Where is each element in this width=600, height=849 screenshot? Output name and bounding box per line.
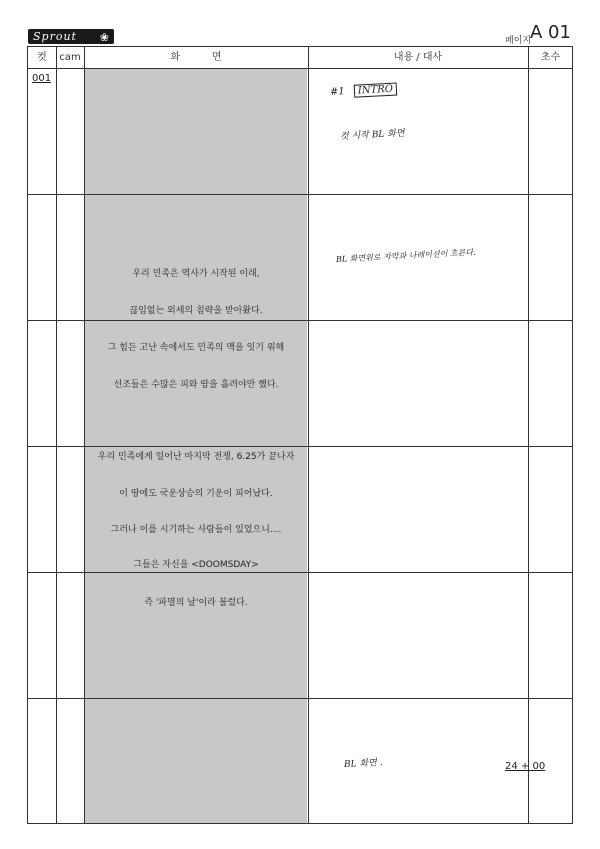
storyboard-sheet <box>27 46 573 824</box>
header-cam: cam <box>59 52 81 63</box>
header-screen: 화 면 <box>170 52 222 63</box>
header-divider <box>28 68 572 69</box>
header-cut: 컷 <box>37 52 47 63</box>
row-divider <box>28 194 572 195</box>
total-seconds: 24 + 00 <box>505 761 546 772</box>
row-divider <box>28 698 572 699</box>
narration-line: 우리 민족은 역사가 시작된 이래, <box>132 269 260 279</box>
logo-text: Sprout <box>33 30 77 43</box>
page-label: 페이지 <box>505 36 532 46</box>
narration-line: 그러나 이를 시기하는 사람들이 있었으니.... <box>110 525 282 535</box>
intro-box: INTRO <box>354 82 398 97</box>
header-content: 내용 / 대사 <box>393 52 443 63</box>
narration-line: 끊임없는 외세의 침략을 받아왔다. <box>129 306 263 316</box>
col-divider <box>84 47 85 823</box>
narration-line: 이 땅에도 국운상승의 기운이 피어났다. <box>119 489 273 499</box>
row-divider <box>28 446 572 447</box>
page-number: A 01 <box>530 22 571 43</box>
cut-number: 001 <box>32 73 52 84</box>
row-divider <box>28 572 572 573</box>
narration-line: 우리 민족에게 일어난 마지막 전쟁, 6.25가 끝나자 <box>97 452 295 462</box>
scene-number: #1 <box>329 86 346 98</box>
handwritten-note <box>330 83 398 97</box>
narration-line: 그들은 자신을 <DOOMSDAY> <box>133 560 259 570</box>
col-divider <box>528 47 529 823</box>
col-divider <box>308 47 309 823</box>
handwritten-note: 컷 시작 BL 화면 <box>339 128 405 142</box>
row-divider <box>28 320 572 321</box>
narration-line: 그 힘든 고난 속에서도 민족의 맥을 잇기 위해 <box>107 343 285 353</box>
leaf-icon: ❀ <box>99 31 110 44</box>
narration-line: 즉 '파멸의 날'이라 불렀다. <box>144 598 248 608</box>
narration-line: 선조들은 수많은 피와 땀을 흘려야만 했다. <box>113 380 279 390</box>
handwritten-note: BL 화면위로 자막과 나레이션이 흐른다. <box>335 247 476 264</box>
header-seconds: 초수 <box>540 52 561 63</box>
col-divider <box>56 47 57 823</box>
handwritten-note: BL 화면 . <box>343 757 383 770</box>
logo <box>28 29 114 44</box>
